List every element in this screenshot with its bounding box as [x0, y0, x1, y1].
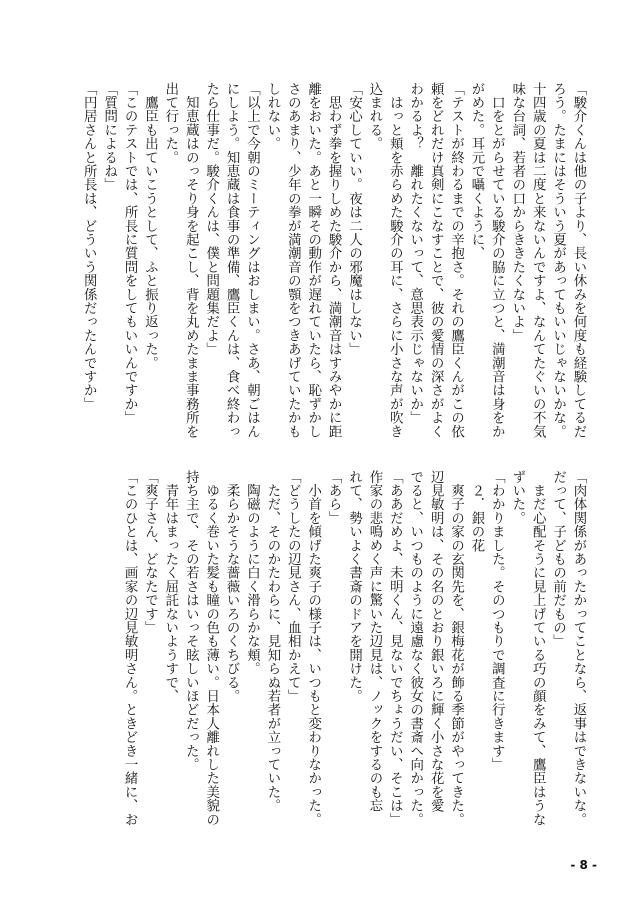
text-line: れて、勢いよく書斎のドアを開けた。 [346, 470, 362, 703]
text-line: 鷹臣も出ていこうとして、ふと振り返った。 [142, 82, 158, 370]
text-line: ２．銀の花 [468, 470, 484, 553]
text-line: 陶磁のように白く滑らかな頬。 [244, 470, 260, 676]
text-line: 「このひとは、画家の辺見敏明さん。ときどき一緒に、お [122, 470, 138, 827]
text-line: しれない。 [264, 82, 280, 151]
text-line: 「駿介くんは他の子より、長い休みを何度も経験してるだ [571, 82, 586, 439]
text-line: 青年はまったく屈託ないようすで、 [162, 470, 178, 703]
text-line: 「円居さんと所長は、どういう関係だったんですか」 [81, 82, 97, 411]
text-line: まだ心配そうに見上げている巧の顔をみて、鷹臣はうな [530, 470, 546, 827]
text-line: 小首を傾げた爽子の様子は、いつもと変わりなかった。 [305, 470, 321, 827]
text-line: 「以上で今朝のミーティングはおしまい。さあ、朝ごはん [244, 82, 260, 439]
text-line: だって、子どもの前だもの」 [550, 470, 566, 649]
text-line: 頼をどれだけ真剣にこなすことで、彼の愛情の深さがよく [428, 82, 444, 439]
text-line: ただ、そのかたわらに、見知らぬ若者が立っていた。 [264, 470, 280, 813]
text-line: 口をとがらせている駿介の脇に立つと、満潮音は身をか [489, 82, 505, 439]
text-column-top [60, 82, 588, 439]
text-line: 「どうしたの辺見さん、血相かえて」 [285, 470, 301, 703]
text-line: ろう。たまにはそういう夏があってもいいじゃないかな。 [550, 82, 566, 439]
text-line: 辺見敏明は、その名のとおり銀いろに輝く小さな花を愛 [428, 470, 444, 813]
text-line: 「わかりました。そのつもりで調査に行きます」 [489, 470, 505, 772]
text-line: 「爽子さん、どなたです」 [142, 470, 158, 635]
text-line: 作家の悲鳴めく声に驚いた辺見は、ノックをするのも忘 [366, 470, 382, 813]
text-column-bottom [60, 470, 588, 827]
text-line: 出て行った。 [162, 82, 178, 165]
text-line: でると、いつものように遠慮なく彼女の書斎へ向かった。 [407, 470, 423, 827]
text-line: 「あら」 [326, 470, 342, 525]
text-line: はっと頬を赤らめた駿介の耳に、さらに小さな声が吹き [387, 82, 403, 439]
text-line: 「このテストでは、所長に質問をしてもいいんですか」 [122, 82, 138, 425]
text-line: 込まれる。 [366, 82, 382, 151]
text-line: 「安心していい。夜は二人の邪魔はしない」 [346, 82, 362, 356]
text-line: 味な台詞、若者の口からききたくないよ」 [509, 82, 525, 343]
text-line: 「テストが終わるまでの辛抱さ。それの鷹臣くんがこの依 [448, 82, 464, 439]
text-line: たら仕事だ。駿介くんは、僕と問題集だよ」 [203, 82, 219, 356]
text-line: 離をおいた。あと一瞬その動作が遅れていたら、恥ずかし [305, 82, 321, 439]
text-line: 柔らかそうな薔薇いろのくちびる。 [224, 470, 240, 703]
text-line: 持ち主で、その若さはいっそ眩しいほどだった。 [183, 470, 199, 772]
text-line: ゆるく巻いた髪も瞳の色も薄い。日本人離れした美貌の [203, 470, 219, 827]
text-line: がめた。耳元で囁くように、 [468, 82, 484, 261]
text-line: 知恵蔵はのっそり身を起こし、背を丸めたまま事務所を [183, 82, 199, 439]
text-line: 「ああだめよ、未明くん、見ないでちょうだい、そこは」 [387, 470, 403, 827]
text-line: 十四歳の夏は二度と来ないんですよ、なんてたぐいの不気 [530, 82, 546, 439]
text-line: ずいた。 [509, 470, 525, 525]
text-line: 「肉体関係があったかってことなら、返事はできないな。 [571, 470, 586, 827]
page-number: - 8 - [570, 858, 597, 872]
text-line: 爽子の家の玄関先を、銀梅花が飾る季節がやってきた。 [448, 470, 464, 827]
text-line: わかるよ？ 離れたくないって、意思表示じゃないか」 [407, 82, 423, 425]
text-line: 思わず拳を握りしめた駿介から、満潮音はすみやかに距 [326, 82, 342, 439]
text-line: さのあまり、少年の拳が満潮音の顎をつきあげていたかも [285, 82, 301, 439]
text-line: にしよう。知恵蔵は食事の準備、鷹臣くんは、食べ終わっ [224, 82, 240, 439]
text-line: 「質問によるね」 [101, 82, 117, 192]
